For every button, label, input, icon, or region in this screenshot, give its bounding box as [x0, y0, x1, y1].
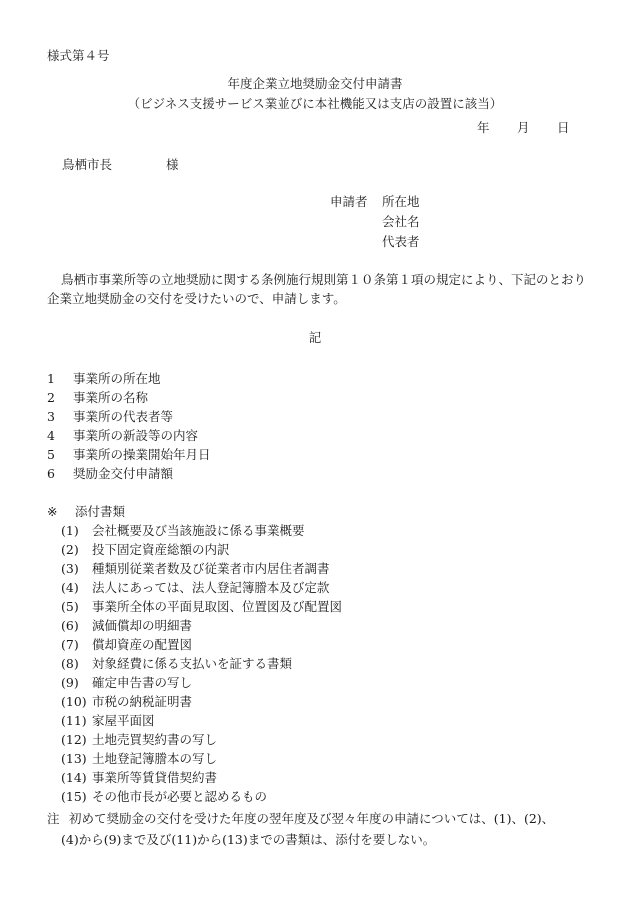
- applicant-address-label: 所在地: [382, 194, 420, 209]
- attachment-item: (3) 種類別従業者数及び従業者市内居住者調書: [61, 561, 330, 576]
- applicant-label: 申請者: [330, 194, 368, 209]
- ki-heading: 記: [308, 330, 322, 345]
- note-line-2: (4)から(9)まで及び(11)から(13)までの書類は、添付を要しない。: [61, 832, 436, 847]
- document-title: 年度企業立地奨励金交付申請書: [227, 76, 403, 91]
- list-item: 1 事業所の所在地: [47, 371, 161, 386]
- items-list: [47, 369, 211, 483]
- attachment-item: (2) 投下固定資産総額の内訳: [61, 542, 230, 557]
- list-item: 2 事業所の名称: [47, 390, 149, 405]
- attachment-item: (1) 会社概要及び当該施設に係る事業概要: [61, 523, 305, 538]
- attachment-item: (8) 対象経費に係る支払いを証する書類: [61, 656, 293, 671]
- addressee-name: 鳥栖市長: [62, 157, 113, 172]
- note-mark: 注: [47, 811, 60, 826]
- attachment-item: (6) 減価償却の明細書: [61, 618, 193, 633]
- list-item: 4 事業所の新設等の内容: [47, 428, 199, 443]
- list-item: 6 奨励金交付申請額: [47, 466, 174, 481]
- attachments-section: [47, 502, 342, 806]
- attachment-item: (13) 土地登記簿謄本の写し: [61, 751, 218, 766]
- attachment-item: (11) 家屋平面図: [61, 713, 155, 728]
- attachment-item: (10) 市税の納税証明書: [61, 694, 193, 709]
- list-item: 5 事業所の操業開始年月日: [47, 447, 211, 462]
- attachment-item: (7) 償却資産の配置図: [61, 637, 193, 652]
- date-month: 月: [517, 120, 530, 135]
- attachment-item: (12) 土地売買契約書の写し: [61, 732, 218, 747]
- attachments-heading: ※ 添付書類: [47, 504, 126, 519]
- body-paragraph: 鳥栖市事業所等の立地奨励に関する条例施行規則第１０条第１項の規定により、下記のとおり企業立地奨励金の交付を受けたいので、申請します。: [47, 272, 587, 306]
- form-number: 様式第４号: [47, 48, 110, 63]
- attachment-item: (5) 事業所全体の平面見取図、位置図及び配置図: [61, 599, 343, 614]
- attachment-item: (9) 確定申告書の写し: [61, 675, 193, 690]
- document-subtitle: （ビジネス支援サービス業並びに本社機能又は支店の設置に該当）: [127, 96, 503, 111]
- attachment-item: (14) 事業所等賃貸借契約書: [61, 770, 218, 785]
- date-day: 日: [557, 120, 570, 135]
- note-section: [47, 808, 597, 850]
- date-year: 年: [477, 120, 490, 135]
- list-item: 3 事業所の代表者等: [47, 409, 174, 424]
- attachment-item: (15) その他市長が必要と認めるもの: [61, 789, 268, 804]
- asterisk-mark: ※: [47, 504, 58, 519]
- attachment-item: (4) 法人にあっては、法人登記簿謄本及び定款: [61, 580, 330, 595]
- applicant-company-label: 会社名: [382, 214, 420, 229]
- note-line-1: 注 初めて奨励金の交付を受けた年度の翌年度及び翌々年度の申請については、(1)、(2)、: [47, 808, 597, 829]
- addressee-honorific: 様: [166, 157, 179, 172]
- applicant-representative-label: 代表者: [382, 234, 420, 249]
